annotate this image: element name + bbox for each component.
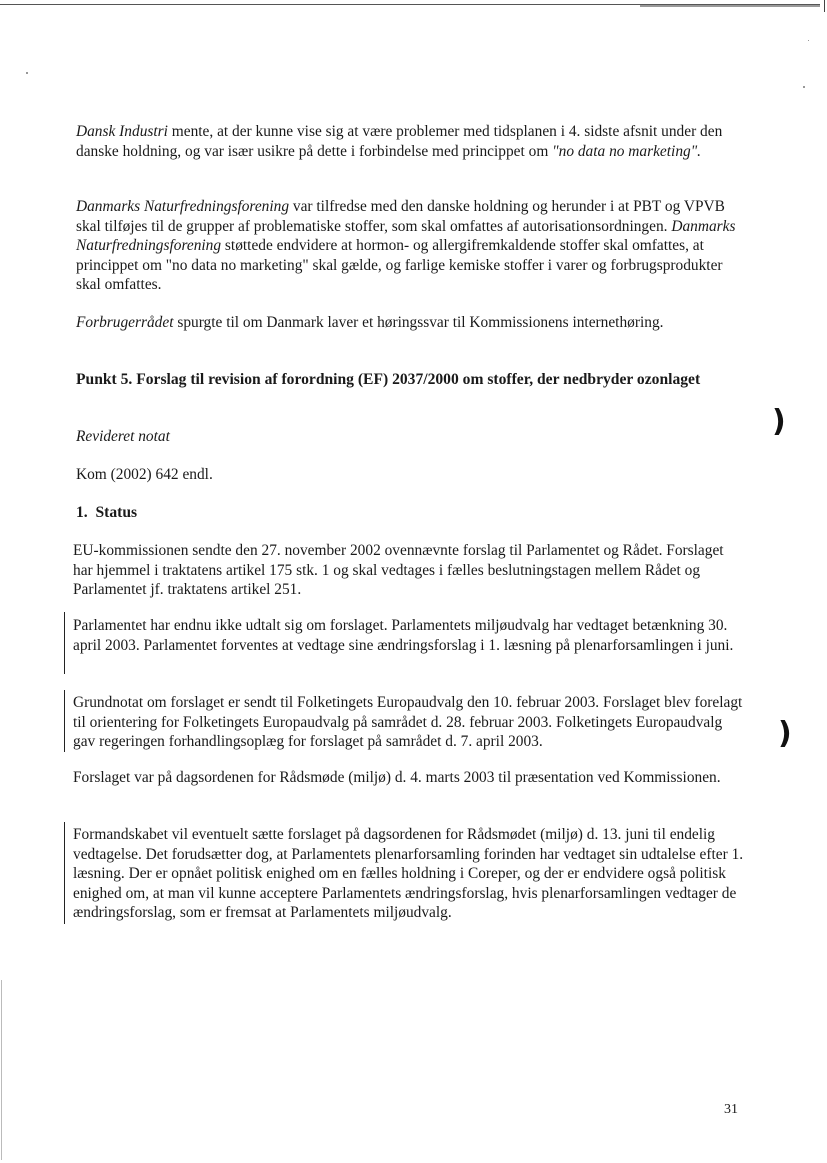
change-bar bbox=[64, 690, 65, 752]
quote-text: "no data no marketing". bbox=[552, 142, 702, 160]
scan-speck bbox=[26, 72, 28, 74]
paragraph-text: mente, at der kunne vise sig at være problemer med tidsplanen i 4. sidste afsnit under den danske holdning, og var især usikre på dette i forbindelse med princippet om bbox=[76, 123, 723, 160]
paragraph-dansk-industri bbox=[76, 122, 748, 161]
org-name: Forbrugerrådet bbox=[76, 314, 174, 331]
change-bar bbox=[64, 822, 65, 924]
status-paragraph-4: Forslaget var på dagsordenen for Rådsmøde (miljø) d. 4. marts 2003 til præsentation ved Kommissionen. bbox=[73, 769, 721, 786]
org-name: Danmarks Naturfredningsforening bbox=[76, 198, 290, 215]
paragraph-text: var tilfredse med den danske holdning og herunder i at PBT og VPVB skal tilføjes til de grupper af problematiske stoffer, som skal omfattes af autorisationsordningen. bbox=[76, 198, 725, 235]
scan-right-edge bbox=[824, 0, 825, 12]
org-name: Dansk Industri bbox=[76, 123, 168, 140]
paragraph-text: spurgte til om Danmark laver et høringssvar til Kommissionens internethøring. bbox=[173, 314, 664, 331]
punch-hole-mark: ) bbox=[772, 404, 786, 439]
scan-left-edge bbox=[1, 980, 2, 1160]
status-paragraph-2: Parlamentet har endnu ikke udtalt sig om forslaget. Parlamentets miljøudvalg har vedtaget betænkning 30. april 2003. Parlamentet forventes at vedtage sine ændringsforslag i 1. læsning på plenarforsamlingen i juni. bbox=[73, 617, 734, 654]
revised-note-label: Revideret notat bbox=[76, 428, 170, 445]
status-heading: 1. Status bbox=[76, 504, 138, 521]
scan-speck bbox=[808, 40, 809, 41]
punch-hole-mark: ) bbox=[778, 716, 792, 751]
page-number: 31 bbox=[724, 1102, 738, 1117]
scan-top-edge-shadow bbox=[640, 5, 820, 7]
status-paragraph-5: Formandskabet vil eventuelt sætte forslaget på dagsordenen for Rådsmødet (miljø) d. 13. juni til endelig vedtagelse. Det forudsætter dog, at Parlamentets plenarforsamling forinden har vedtaget sin udtalelse efter 1. læsning. Der er opnået politisk enighed om en fælles holdning i Coreper, og der er endvidere også politisk enighed om, at man vil kunne acceptere Parlamentets ændringsforslag, hvis plenarforsamlingen vedtager de ændringsforslag, som er fremsat at Parlamentets miljøudvalg. bbox=[73, 826, 744, 921]
paragraph-forbrugerraadet bbox=[76, 313, 748, 333]
paragraph-naturfredning bbox=[76, 197, 748, 295]
change-bar bbox=[64, 612, 65, 674]
status-paragraph-3: Grundnotat om forslaget er sendt til Folketingets Europaudvalg den 10. februar 2003. Forslaget blev forelagt til orientering for Folketingets Europaudvalg på samrådet d. 28. februar 2003. Folketingets Europaudvalg gav regeringen forhandlingsoplæg for forslaget på samrådet d. 7. april 2003. bbox=[73, 694, 743, 750]
kom-reference: Kom (2002) 642 endl. bbox=[76, 466, 213, 483]
status-paragraph-1: EU-kommissionen sendte den 27. november 2002 ovennævnte forslag til Parlamentet og Rådet. Forslaget har hjemmel i traktatens artikel 175 stk. 1 og skal vedtages i fælles beslutningstagen mellem Rådet og Parlamentet jf. traktatens artikel 251. bbox=[73, 542, 724, 598]
paragraph-text: støttede endvidere at hormon- og allergifremkaldende stoffer skal omfattes, at princippet om "no data no marketing" skal gælde, og farlige kemiske stoffer i varer og forbrugsprodukter skal omfattes. bbox=[76, 237, 723, 293]
scan-speck bbox=[803, 86, 805, 88]
org-name: Danmarks Naturfredningsforening bbox=[76, 217, 736, 254]
section-heading: Punkt 5. Forslag til revision af forordning (EF) 2037/2000 om stoffer, der nedbryder ozonlaget bbox=[76, 371, 701, 388]
